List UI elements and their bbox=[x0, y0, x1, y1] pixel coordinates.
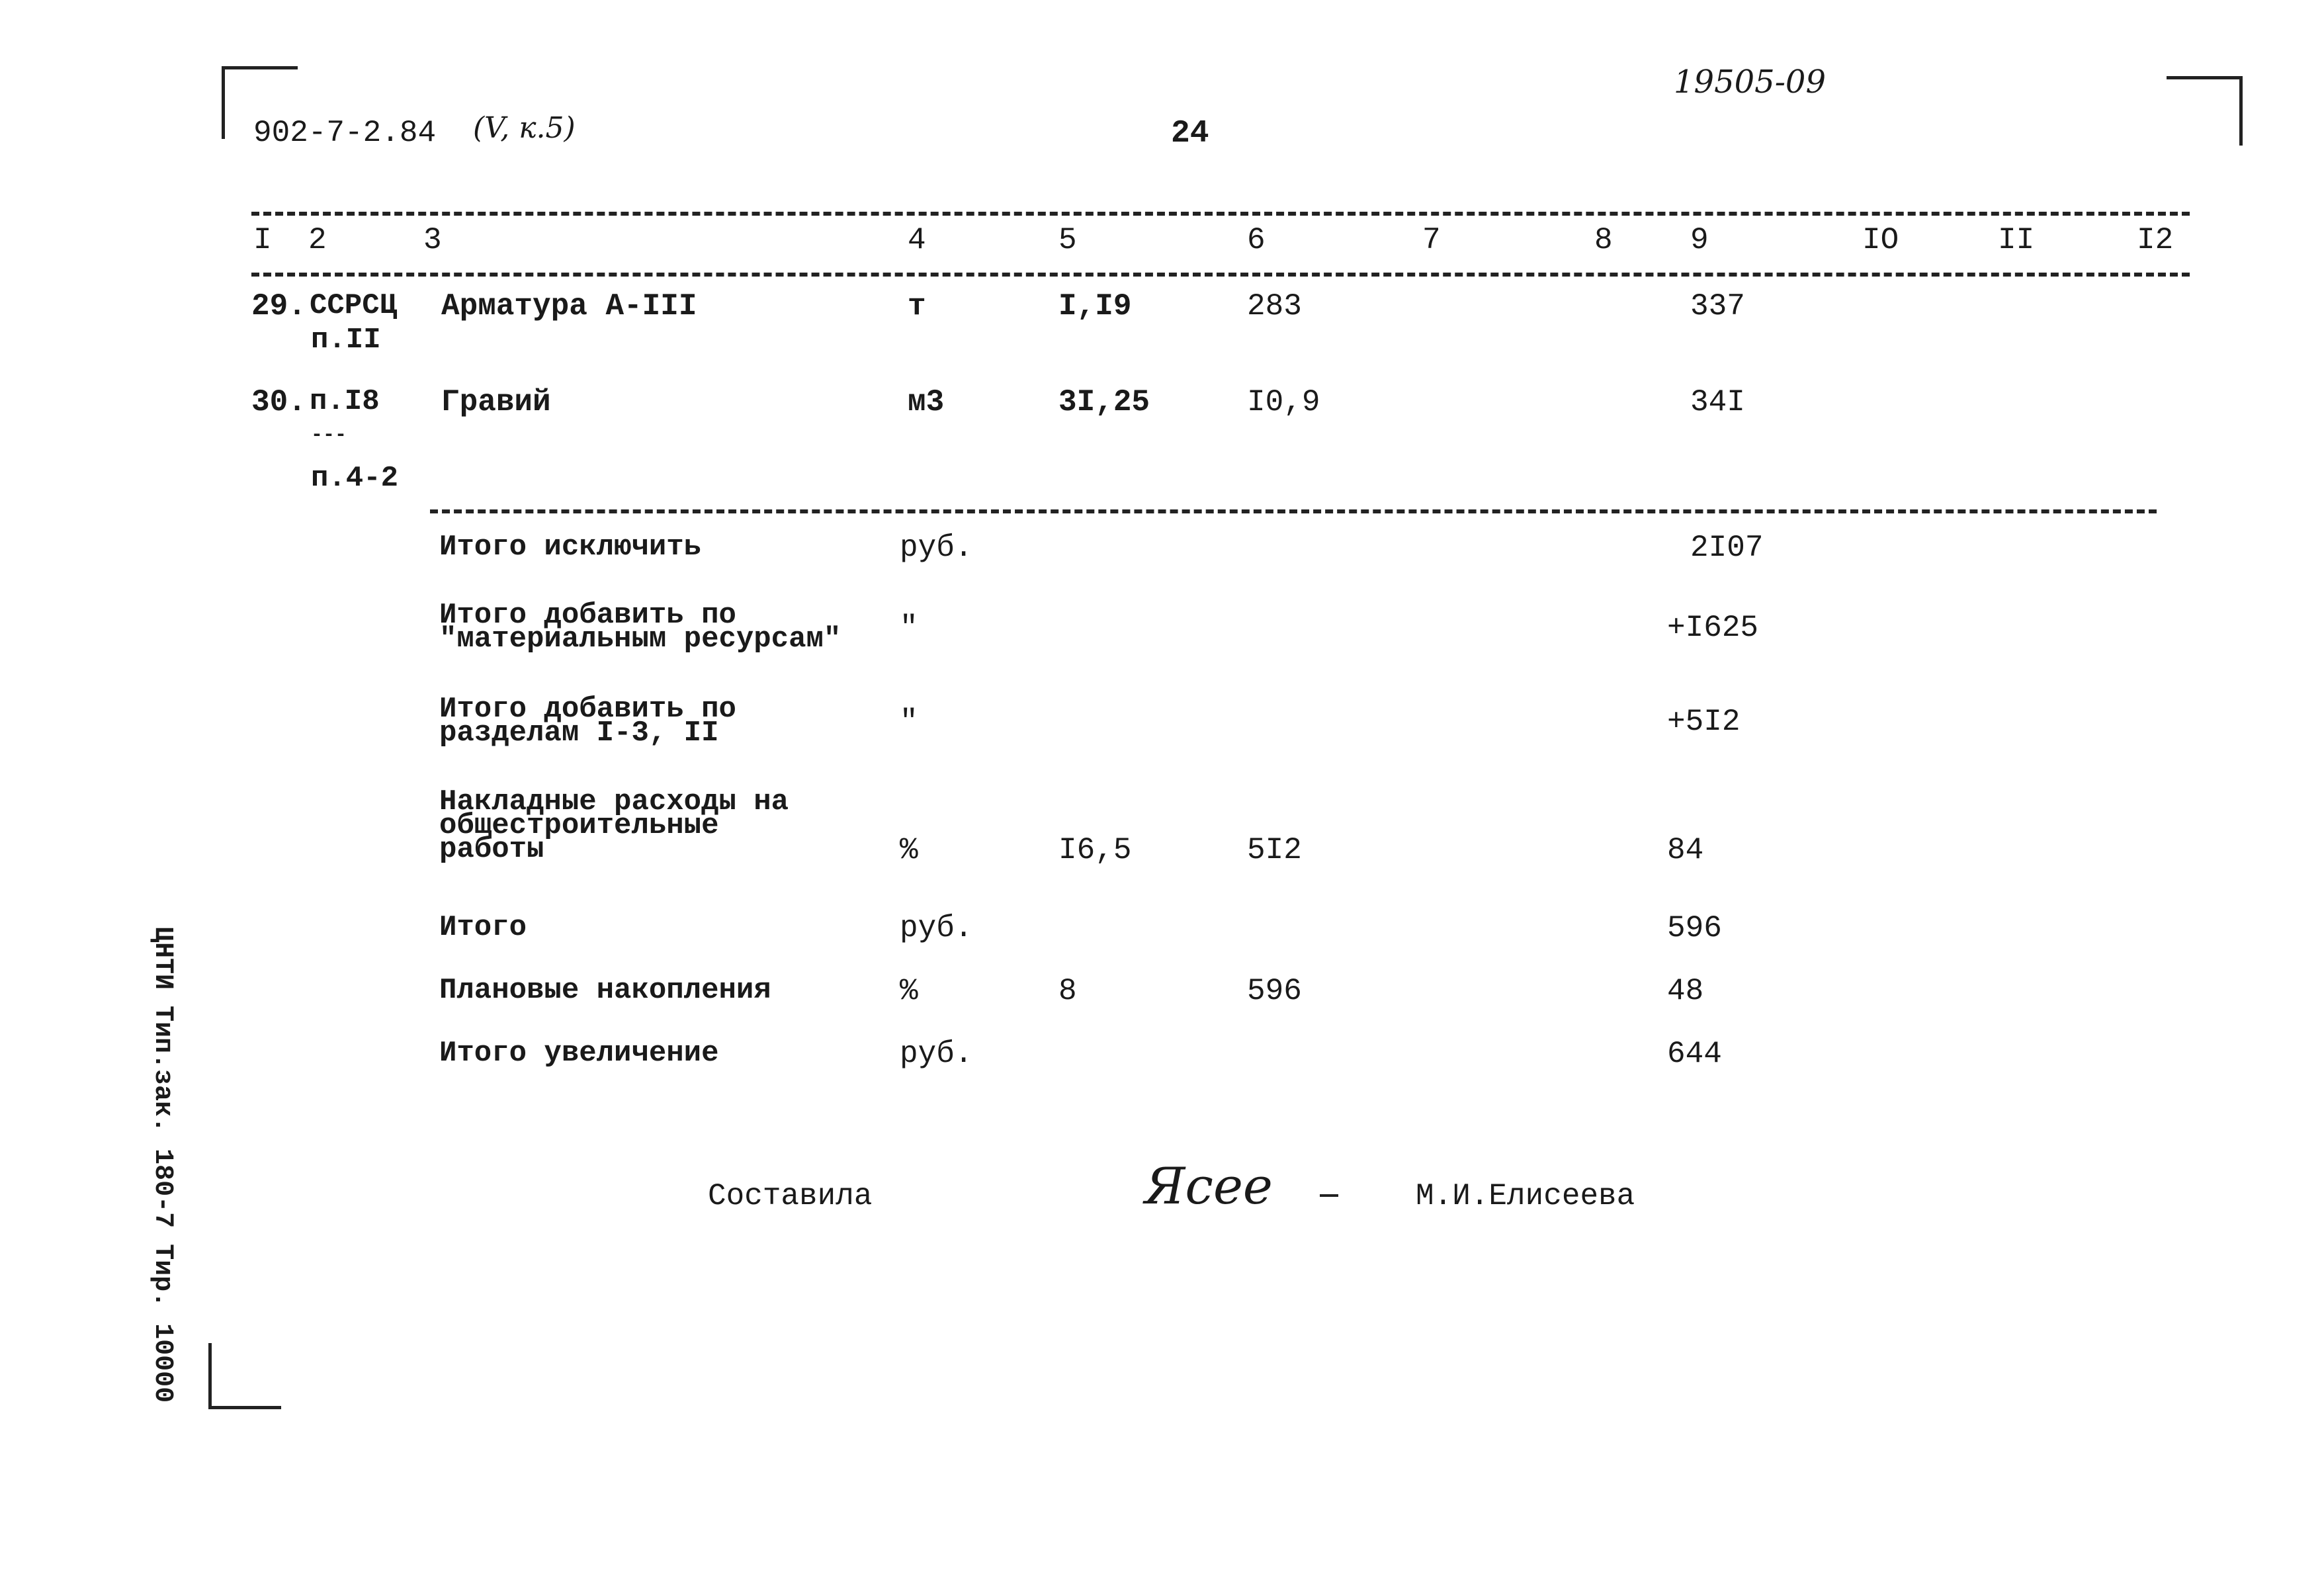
frame-corner-top-right-v bbox=[2239, 76, 2243, 146]
summary-unit: " bbox=[900, 611, 918, 645]
summary-total: +I625 bbox=[1667, 611, 1759, 645]
summary-quantity: I6,5 bbox=[1058, 833, 1132, 867]
row-name: Гравий bbox=[441, 385, 551, 419]
summary-name-line: "материальным ресурсам" bbox=[439, 623, 841, 656]
page-number: 24 bbox=[1171, 116, 1209, 152]
summary-name-line: Итого добавить по bbox=[439, 599, 736, 632]
summary-total: 644 bbox=[1667, 1037, 1722, 1071]
summary-name-line: Итого bbox=[439, 911, 527, 944]
column-number: 8 bbox=[1594, 223, 1613, 257]
row-unit: т bbox=[908, 289, 926, 324]
summary-unit: руб. bbox=[900, 531, 973, 565]
summary-unit: руб. bbox=[900, 1037, 973, 1071]
frame-corner-top-right-h bbox=[2167, 76, 2243, 79]
signature-tail bbox=[1320, 1194, 1338, 1197]
column-number: 7 bbox=[1422, 223, 1441, 257]
summary-quantity: 8 bbox=[1058, 974, 1077, 1008]
compiled-by-label: Составила bbox=[708, 1179, 873, 1213]
header-rule-bottom bbox=[251, 273, 2190, 277]
column-number: I bbox=[253, 223, 272, 257]
summary-unit: % bbox=[900, 974, 918, 1008]
column-number: 3 bbox=[423, 223, 442, 257]
handwritten-reference: 19505-09 bbox=[1674, 64, 1826, 101]
frame-corner-top-left-v bbox=[222, 66, 225, 139]
row-total: 337 bbox=[1690, 289, 1745, 324]
summary-name-line: разделам I-3, II bbox=[439, 717, 719, 750]
column-number: 6 bbox=[1247, 223, 1266, 257]
column-number: 5 bbox=[1058, 223, 1077, 257]
row-price: 283 bbox=[1247, 289, 1302, 324]
summary-name-line: Итого увеличение bbox=[439, 1037, 719, 1070]
column-number: 2 bbox=[308, 223, 327, 257]
summary-total: 48 bbox=[1667, 974, 1704, 1008]
header-rule-top bbox=[251, 212, 2190, 216]
summary-unit: % bbox=[900, 833, 918, 867]
column-number: IO bbox=[1862, 223, 1899, 257]
document-code: 902-7-2.84 bbox=[253, 116, 437, 150]
signature: Ясее bbox=[1144, 1156, 1273, 1215]
summary-rule bbox=[430, 509, 2157, 513]
row-code-line: ССРСЦ bbox=[310, 289, 398, 322]
row-quantity: I,I9 bbox=[1058, 289, 1132, 324]
summary-name-line: Накладные расходы на bbox=[439, 785, 789, 818]
summary-total: 84 bbox=[1667, 833, 1704, 867]
row-code-line: п.II bbox=[311, 324, 381, 357]
row-name: Арматура А-III bbox=[441, 289, 697, 324]
summary-total: +5I2 bbox=[1667, 705, 1741, 739]
summary-unit: " bbox=[900, 705, 918, 739]
frame-corner-top-left-h bbox=[222, 66, 298, 69]
row-number: 29. bbox=[251, 289, 306, 324]
signer-name: М.И.Елисеева bbox=[1416, 1179, 1635, 1213]
summary-unit: руб. bbox=[900, 911, 973, 945]
row-unit: м3 bbox=[908, 385, 945, 419]
document-subcode: (V, к.5) bbox=[473, 111, 576, 145]
printing-stamp: ЦНТИ Тип.зак. 180-7 Тир. 10000 bbox=[148, 926, 177, 1403]
row-code-line: --- bbox=[311, 424, 347, 447]
summary-name-line: Плановые накопления bbox=[439, 974, 771, 1007]
row-code-line: п.4-2 bbox=[311, 462, 399, 495]
row-price: I0,9 bbox=[1247, 385, 1320, 419]
frame-corner-bottom-left-h bbox=[208, 1406, 281, 1409]
row-quantity: 3I,25 bbox=[1058, 385, 1150, 419]
summary-price: 5I2 bbox=[1247, 833, 1302, 867]
column-number: 4 bbox=[908, 223, 926, 257]
frame-corner-bottom-left-v bbox=[208, 1343, 212, 1409]
row-number: 30. bbox=[251, 385, 306, 419]
column-number: I2 bbox=[2137, 223, 2174, 257]
row-total: 34I bbox=[1690, 385, 1745, 419]
summary-name-line: Итого добавить по bbox=[439, 693, 736, 726]
row-code-line: п.I8 bbox=[310, 385, 380, 418]
column-number: II bbox=[1998, 223, 2035, 257]
summary-name-line: Итого исключить bbox=[439, 531, 702, 564]
summary-price: 596 bbox=[1247, 974, 1302, 1008]
summary-name-line: общестроительные bbox=[439, 809, 719, 842]
summary-name-line: работы bbox=[439, 833, 544, 866]
summary-total: 2I07 bbox=[1690, 531, 1764, 565]
summary-total: 596 bbox=[1667, 911, 1722, 945]
column-number: 9 bbox=[1690, 223, 1709, 257]
